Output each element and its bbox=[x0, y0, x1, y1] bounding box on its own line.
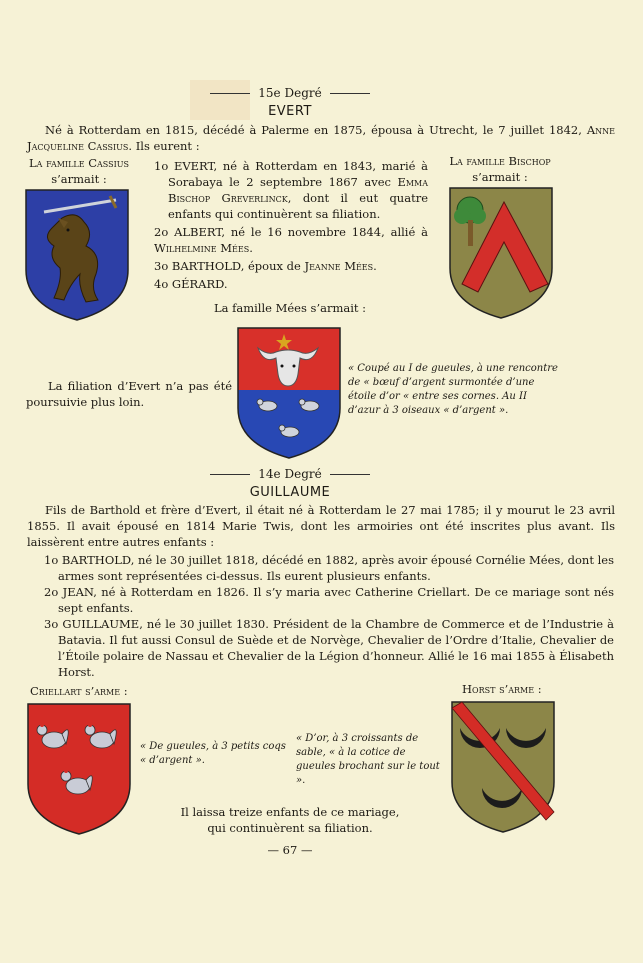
child-num: 2o bbox=[154, 225, 169, 239]
child-rest: , dont il eut quatre enfants qui continuèrent sa filiation. bbox=[168, 191, 428, 221]
cassius-label bbox=[18, 155, 140, 187]
child-num: 1o bbox=[154, 159, 169, 173]
list-item bbox=[154, 158, 428, 222]
degree-14-heading bbox=[200, 467, 380, 481]
child-text: GUILLAUME, né le 30 juillet 1830. Président de la Chambre de Commerce et de l’Industrie à Batavia. Il fut aussi Consul de Suède et de Norvège, Chevalier de l’Ordre d’Italie, Chevalier de l’Étoile polaire de Nassau et Chevalier de la Légion d’honneur. Allié le 16 mai 1855 à Élisabeth Horst. bbox=[58, 617, 615, 679]
child-num: 2o bbox=[44, 585, 59, 599]
child-text: ALBERT, né le 16 novembre 1844, allié à bbox=[174, 225, 428, 239]
list-item bbox=[154, 258, 428, 274]
horst-shield-icon bbox=[450, 700, 556, 834]
evert-children-list bbox=[154, 158, 428, 292]
criellart-shield-icon bbox=[26, 702, 132, 836]
child-spouse: Wilhelmine Mées bbox=[154, 241, 250, 255]
intro-text-end: . Ils eurent : bbox=[128, 139, 200, 153]
degree-15-heading bbox=[200, 86, 380, 100]
closing-line1: Il laissa treize enfants de ce mariage, bbox=[180, 805, 400, 819]
intro-text: Né à Rotterdam en 1815, décédé à Palerme en 1875, épousa à Utrecht, le 7 juillet 1842, bbox=[45, 123, 587, 137]
bischop-shield-icon bbox=[448, 186, 554, 320]
list-item bbox=[44, 552, 614, 584]
degree-14-label: 14e Degré bbox=[258, 467, 322, 481]
guillaume-intro: Fils de Barthold et frère d’Evert, il était né à Rotterdam le 27 mai 1785; il y mourut le 23 avril 1855. Il avait épousé en 1814 Marie Twis, dont les armoiries ont été inscrites plus avant. Ils laissèrent entre autres enfants : bbox=[27, 503, 615, 549]
child-text: BARTHOLD, né le 30 juillet 1818, décédé en 1882, après avoir épousé Cornélie Mées, dont les armes sont représentées ci-dessus. Ils eurent plusieurs enfants. bbox=[58, 553, 614, 583]
child-text: GÉRARD. bbox=[171, 277, 228, 291]
person-name-guillaume: GUILLAUME bbox=[249, 485, 331, 500]
evert-intro bbox=[27, 122, 615, 154]
child-num: 1o bbox=[44, 553, 59, 567]
page-number: — 67 — bbox=[267, 843, 313, 857]
cassius-shield-icon bbox=[24, 188, 130, 322]
child-text: BARTHOLD, époux de bbox=[171, 259, 305, 273]
list-item bbox=[44, 584, 614, 616]
child-num: 3o bbox=[44, 617, 59, 631]
child-spouse: Jeanne Mées bbox=[304, 259, 374, 273]
degree-15-label: 15e Degré bbox=[258, 86, 322, 100]
guillaume-children-list bbox=[44, 552, 614, 680]
child-rest: . bbox=[249, 241, 253, 255]
child-rest: . bbox=[373, 259, 377, 273]
list-item bbox=[44, 616, 614, 680]
mees-blazon: « Coupé au I de gueules, à une rencontre de « bœuf d’argent surmontée d’une étoile d’or « entre ses cornes. Au II d’azur à 3 oiseaux « d’argent ». bbox=[348, 363, 558, 416]
bischop-label-line1: La famille Bischop bbox=[449, 154, 551, 168]
child-spouse: Emma Bischop Greverlinck bbox=[168, 175, 428, 205]
mees-shield-icon bbox=[236, 326, 342, 460]
intro-spouse: Anne Jacqueline Cassius bbox=[27, 123, 615, 153]
filiation-note: La filiation d’Evert n’a pas été poursuivie plus loin. bbox=[26, 379, 232, 409]
closing-text bbox=[160, 804, 420, 836]
mees-label: La famille Mées s’armait : bbox=[213, 301, 367, 315]
child-num: 3o bbox=[154, 259, 169, 273]
closing-line2: qui continuèrent sa filiation. bbox=[207, 821, 373, 835]
bischop-label-line2: s’armait : bbox=[472, 170, 528, 184]
child-text: JEAN, né à Rotterdam en 1826. Il s’y maria avec Catherine Criellart. De ce mariage sont nés sept enfants. bbox=[58, 585, 614, 615]
list-item bbox=[154, 276, 428, 292]
person-name-evert: EVERT bbox=[268, 104, 312, 119]
child-text: EVERT, né à Rotterdam en 1843, marié à Sorabaya le 2 septembre 1867 avec bbox=[168, 159, 429, 189]
cassius-label-line2: s’armait : bbox=[51, 172, 107, 186]
horst-blazon: « D’or, à 3 croissants de sable, « à la cotice de gueules brochant sur le tout ». bbox=[296, 733, 440, 786]
child-num: 4o bbox=[154, 277, 169, 291]
criellart-label: Criellart s’arme : bbox=[30, 684, 128, 698]
list-item bbox=[154, 224, 428, 256]
cassius-label-line1: La famille Cassius bbox=[29, 156, 129, 170]
criellart-blazon: « De gueules, à 3 petits coqs « d’argent ». bbox=[140, 741, 286, 766]
horst-label: Horst s’arme : bbox=[462, 682, 542, 696]
bischop-label bbox=[440, 153, 560, 185]
